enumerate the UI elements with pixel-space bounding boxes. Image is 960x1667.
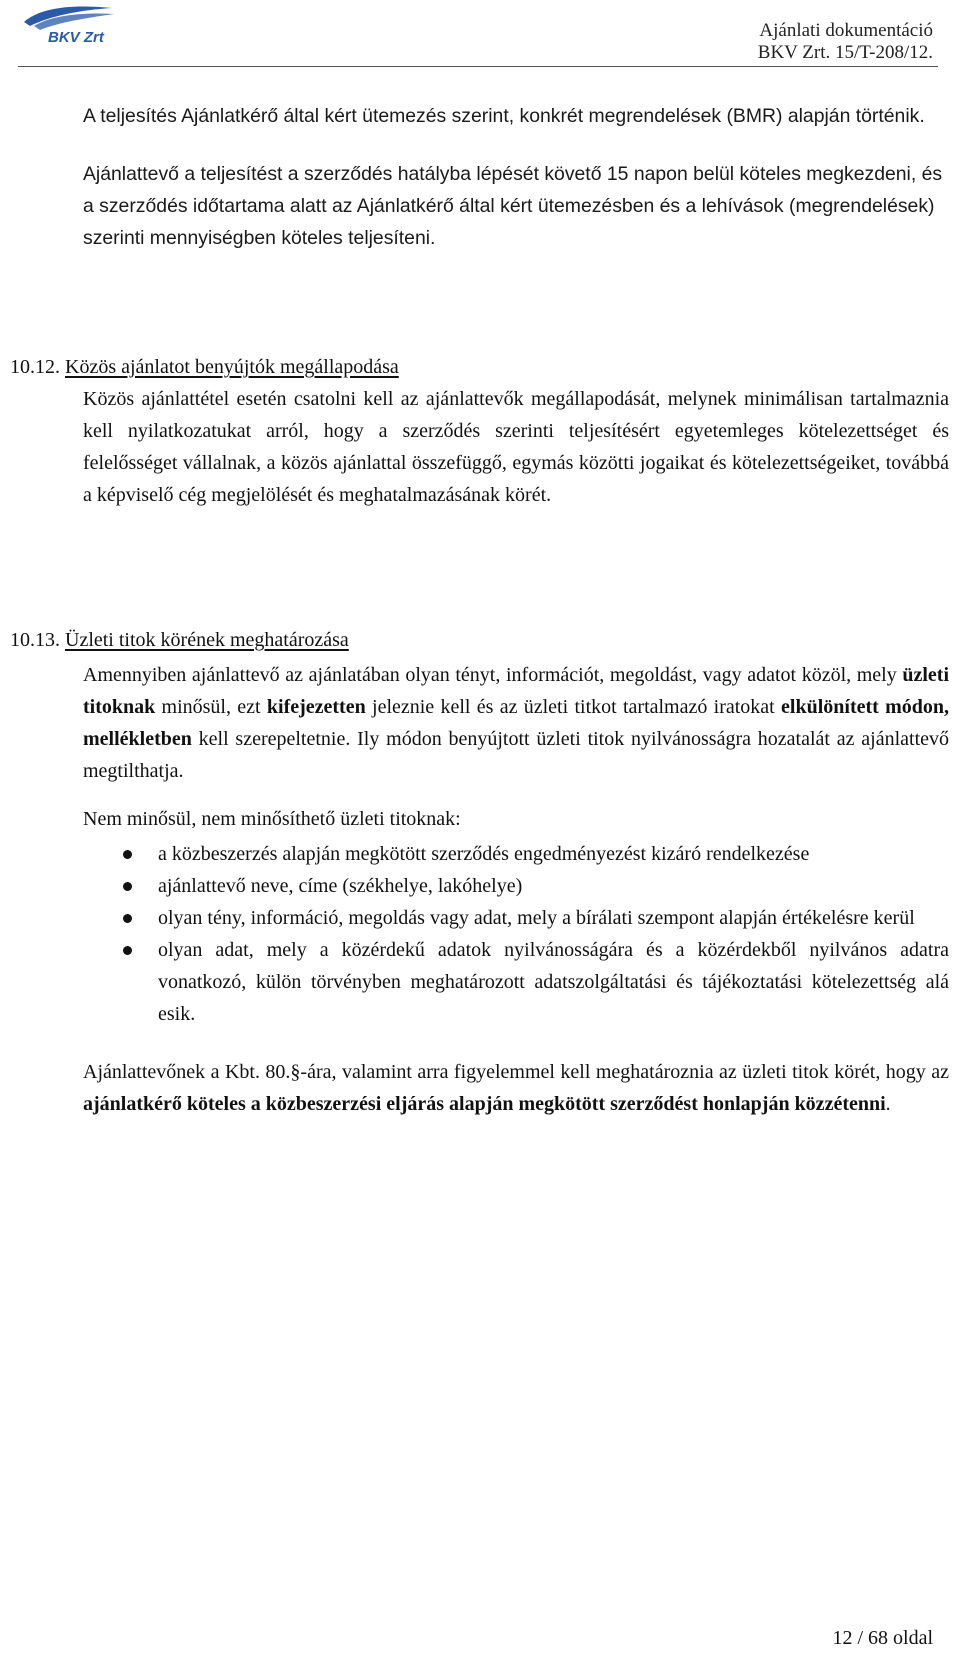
closing-paragraph [83, 1056, 949, 1120]
doc-reference: BKV Zrt. 15/T-208/12. [757, 42, 933, 63]
intro-paragraph-2: Ajánlattevő a teljesítést a szerződés hatályba lépését követő 15 napon belül köteles megkezdeni, és a szerződés időtartama alatt az Ajánlatkérő által kért ütemezésben és a lehívások (megrendelések) szerinti mennyiségben köteles teljesíteni. [83, 163, 943, 249]
section-10-13 [10, 624, 349, 656]
bullet-icon [123, 946, 132, 955]
text-run: kell szerepeltetnie. Ily módon benyújtott üzleti titok nyilvánosságra hozatalát az ajánlattevő megtilthatja. [83, 728, 949, 782]
bold-run: elkülönített módon, mellékletben [83, 696, 949, 750]
list-item-text: ajánlattevő neve, címe (székhelye, lakóhelye) [158, 875, 523, 897]
list-item-text: olyan adat, mely a közérdekű adatok nyilvánosságára és a közérdekből nyilvános adatra vonatkozó, külön törvényben meghatározott adatszolgáltatási és tájékoztatási kötelezettség alá esik. [158, 939, 949, 1025]
section-title: Közös ajánlatot benyújtók megállapodása [65, 356, 399, 378]
bold-run: ajánlatkérő köteles a közbeszerzési eljárás alapján megkötött szerződést honlapján közzétenni [83, 1093, 886, 1115]
text-run: Ajánlattevőnek a Kbt. 80. [83, 1061, 291, 1083]
list-item [83, 902, 949, 934]
section-10-12-paragraph: Közös ajánlattétel esetén csatolni kell az ajánlattevők megállapodását, melynek minimálisan tartalmaznia kell nyilatkozatukat arról, hogy a szerződés szerinti teljesítésért egyetemleges kötelezettséget és felelősséget vállalnak, a közös ajánlattal összefüggő, egymás közötti jogaikat és kötelezettségeiket, továbbá a képviselő cég megjelölését és meghatalmazásának körét. [83, 388, 949, 506]
bold-run: kifejezetten [266, 696, 366, 718]
page-number: 12 / 68 oldal [832, 1627, 933, 1649]
list-item-text: olyan tény, információ, megoldás vagy adat, mely a bírálati szempont alapján értékelésre kerül [158, 907, 915, 929]
text-run: . [885, 1093, 891, 1115]
list-item [83, 838, 949, 870]
text-run: minősül, ezt [155, 696, 267, 718]
section-10-12-body [83, 383, 949, 511]
trade-secret-paragraph [83, 659, 949, 787]
section-heading-10-12 [10, 351, 399, 383]
section-number: 10.12. [10, 356, 60, 378]
intro-section [83, 100, 949, 254]
doc-title: Ajánlati dokumentáció [759, 20, 933, 41]
text-run: Amennyiben ajánlattevő az ajánlatában olyan tényt, információt, megoldást, vagy adatot közöl, mely [83, 664, 903, 686]
list-item-text: a közbeszerzés alapján megkötött szerződés engedményezést kizáró rendelkezése [158, 843, 810, 865]
section-sign: § [290, 1061, 301, 1083]
text-run: jeleznie kell és az üzleti titkot tartalmazó iratokat [365, 696, 782, 718]
list-intro: Nem minősül, nem minősíthető üzleti titoknak: [83, 808, 461, 830]
page-header [0, 0, 960, 63]
section-heading-10-13 [10, 624, 349, 656]
intro-paragraph-1: A teljesítés Ajánlatkérő által kért ütemezés szerint, konkrét megrendelések (BMR) alapján történik. [83, 105, 925, 127]
list-item [83, 934, 949, 1030]
section-10-12 [10, 351, 399, 383]
bullet-icon [123, 850, 132, 859]
header-divider [18, 66, 938, 67]
section-number: 10.13. [10, 629, 60, 651]
bullet-icon [123, 914, 132, 923]
non-secret-list [83, 838, 949, 1030]
section-10-13-body [83, 659, 949, 1120]
bold-run: üzleti titoknak [83, 664, 949, 718]
header-document-info [758, 20, 933, 64]
section-title: Üzleti titok körének meghatározása [65, 629, 349, 651]
text-run: -ára, valamint arra figyelemmel kell meghatároznia az üzleti titok körét, hogy az [300, 1061, 949, 1083]
bkv-logo-icon [20, 2, 120, 46]
bullet-icon [123, 882, 132, 891]
list-item [83, 870, 949, 902]
logo-text: BKV Zrt [48, 29, 104, 46]
